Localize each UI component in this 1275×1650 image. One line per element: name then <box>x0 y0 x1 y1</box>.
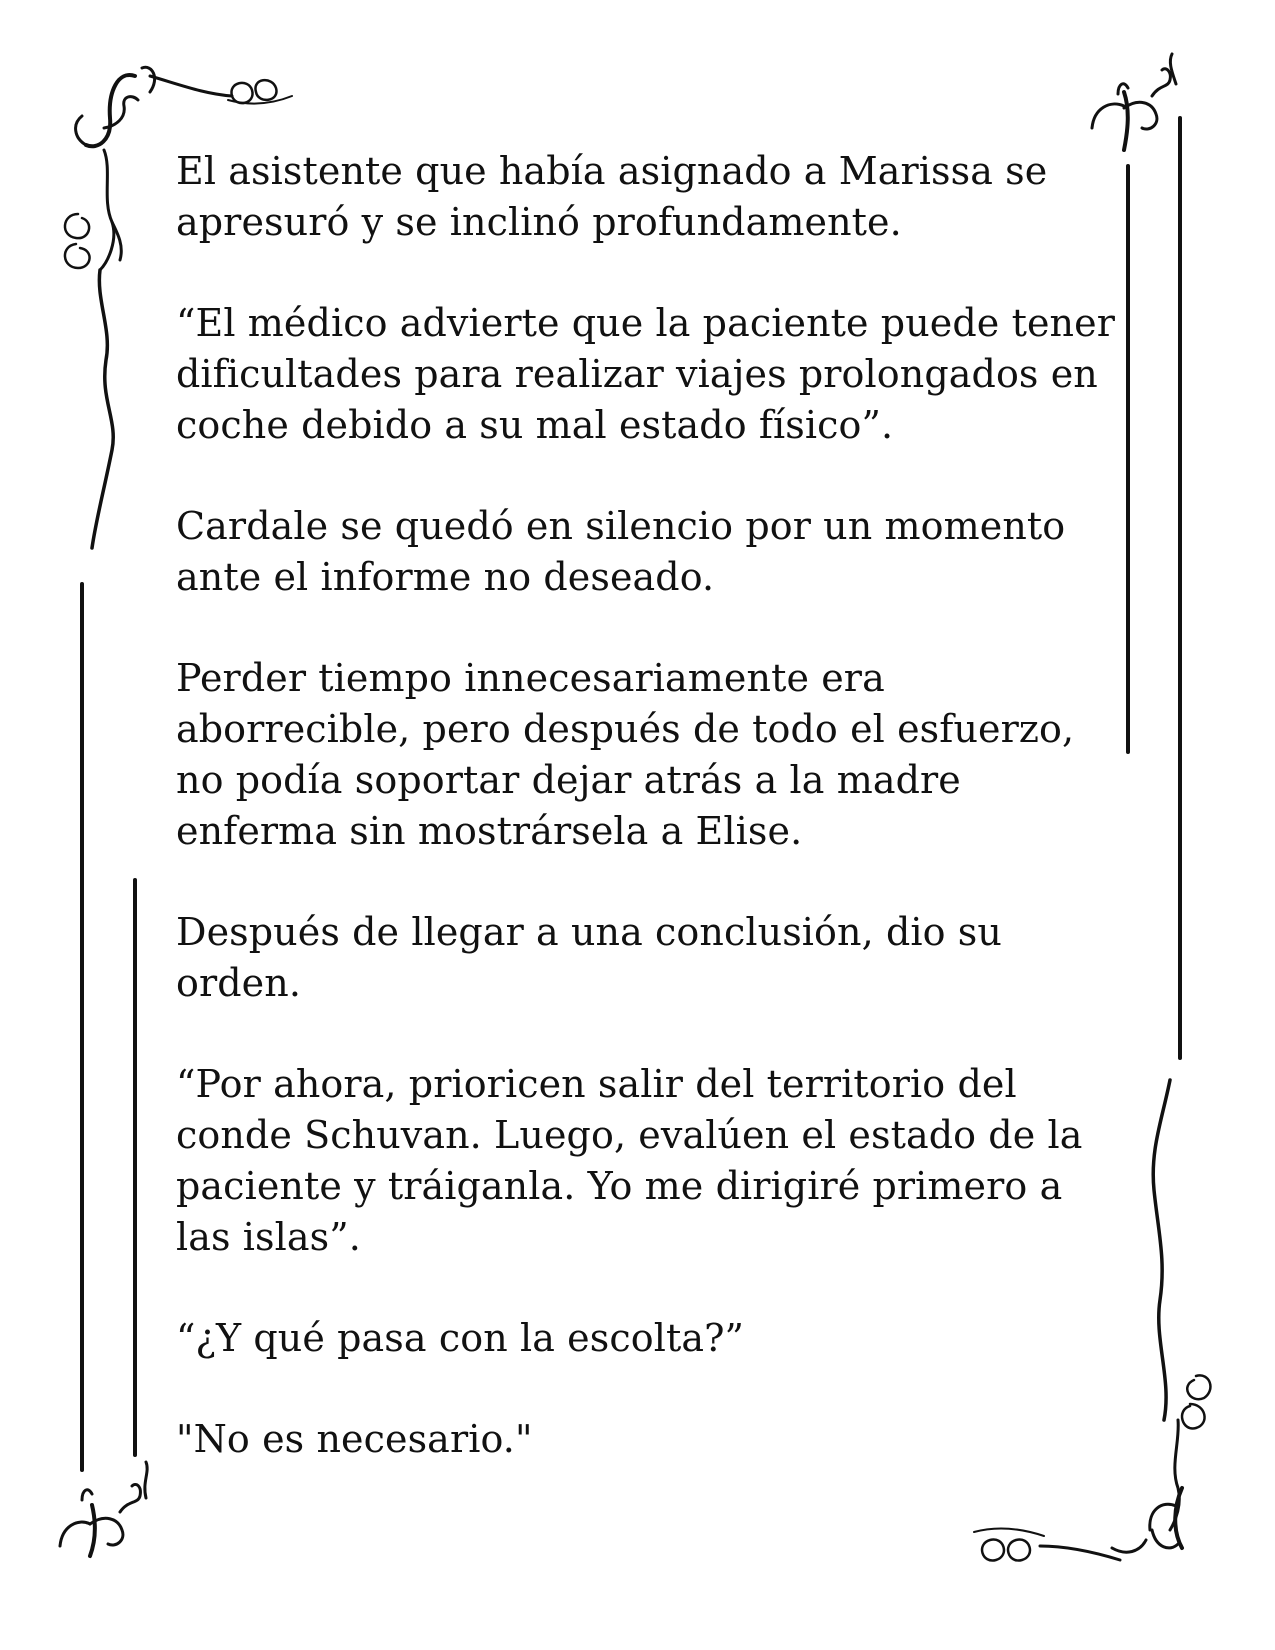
paragraph <box>176 1414 1116 1465</box>
text-line: Cardale se quedó en silencio por un momento <box>176 504 1066 548</box>
text-line: El asistente que había asignado a Marissa se <box>176 149 1048 193</box>
paragraph <box>176 146 1116 248</box>
top-right-flourish-icon <box>1092 54 1176 150</box>
text-line: “Por ahora, prioricen salir del territorio del <box>176 1062 1017 1106</box>
text-line: Perder tiempo innecesariamente era <box>176 656 885 700</box>
text-line: "No es necesario." <box>176 1417 533 1461</box>
left-wavy-line <box>92 270 113 548</box>
text-line: conde Schuvan. Luego, evalúen el estado de la <box>176 1113 1083 1157</box>
paragraph <box>176 501 1116 603</box>
text-line: no podía soportar dejar atrás a la madre <box>176 758 961 802</box>
paragraph <box>176 1059 1116 1263</box>
text-line: aborrecible, pero después de todo el esfuerzo, <box>176 707 1075 751</box>
text-line: paciente y tráiganla. Yo me dirigiré primero a <box>176 1164 1063 1208</box>
text-line: “El médico advierte que la paciente puede tener <box>176 301 1115 345</box>
paragraph <box>176 653 1116 857</box>
paragraph <box>176 298 1116 451</box>
text-line: orden. <box>176 961 302 1005</box>
text-line: las islas”. <box>176 1215 361 1259</box>
text-line: coche debido a su mal estado físico”. <box>176 403 894 447</box>
text-line: “¿Y qué pasa con la escolta?” <box>176 1316 745 1360</box>
right-wavy-line <box>1153 1080 1170 1420</box>
bottom-left-flourish-icon <box>60 1462 147 1556</box>
text-line: ante el informe no deseado. <box>176 555 715 599</box>
text-line: enferma sin mostrársela a Elise. <box>176 809 803 853</box>
paragraph <box>176 1313 1116 1364</box>
text-line: dificultades para realizar viajes prolongados en <box>176 352 1098 396</box>
text-body <box>176 146 1116 1515</box>
text-line: apresuró y se inclinó profundamente. <box>176 200 902 244</box>
text-line: Después de llegar a una conclusión, dio su <box>176 910 1002 954</box>
paragraph <box>176 907 1116 1009</box>
